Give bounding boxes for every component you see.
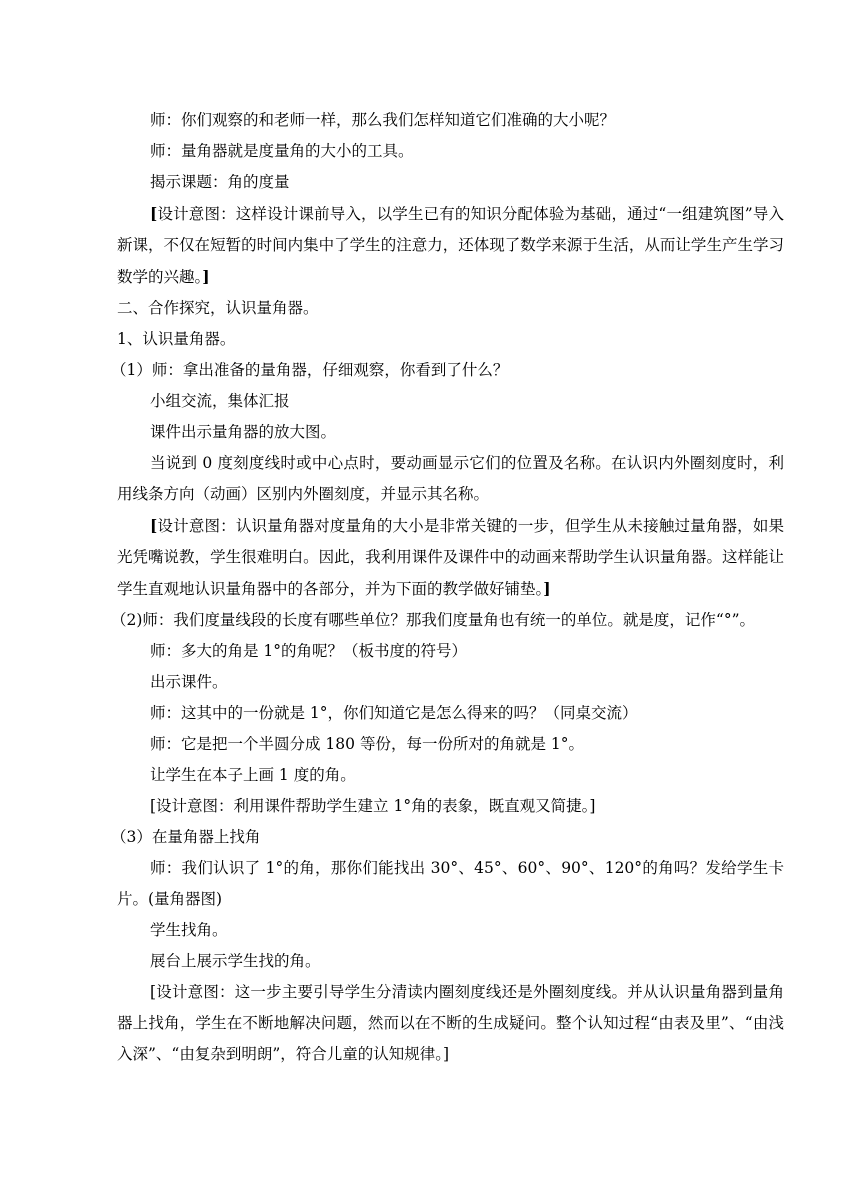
paragraph	[117, 386, 784, 417]
paragraph	[117, 324, 784, 355]
paragraph	[111, 822, 784, 853]
paragraph-text: 学生找角。	[150, 921, 228, 939]
paragraph-text: 揭示课题：角的度量	[150, 173, 290, 191]
paragraph-text: （1）师：拿出准备的量角器，仔细观察，你看到了什么？	[111, 361, 509, 379]
paragraph	[117, 636, 784, 667]
paragraph-text: [设计意图：利用课件帮助学生建立 1°角的表象，既直观又简捷。]	[150, 797, 596, 815]
paragraph-text: 师：它是把一个半圆分成 180 等份，每一份所对的角就是 1°。	[150, 735, 584, 753]
paragraph	[117, 448, 784, 510]
paragraph-text: 让学生在本子上画 1 度的角。	[150, 766, 356, 784]
paragraph	[117, 760, 784, 791]
paragraph	[117, 853, 784, 915]
paragraph-text: 师：多大的角是 1°的角呢？（板书度的符号）	[150, 642, 468, 660]
paragraph	[117, 791, 784, 822]
paragraph-text: 1、认识量角器。	[117, 330, 236, 348]
bracket-mark: ]	[202, 267, 210, 286]
paragraph	[117, 667, 784, 698]
document-body	[111, 105, 784, 1070]
paragraph	[117, 417, 784, 448]
paragraph-text: 小组交流，集体汇报	[150, 392, 290, 410]
paragraph-text: [设计意图：这一步主要引导学生分清读内圈刻度线还是外圈刻度线。并从认识量角器到量角器上找角，学生在不断地解决问题，然而以在不断的生成疑问。整个认知过程“由表及里”、“由浅入深”、“由复杂到明朗”，符合儿童的认知规律。]	[117, 983, 784, 1063]
paragraph-text: 课件出示量角器的放大图。	[150, 423, 337, 441]
paragraph	[117, 698, 784, 729]
paragraph	[117, 136, 784, 167]
paragraph-text: 当说到 0 度刻度线时或中心点时，要动画显示它们的位置及名称。在认识内外圈刻度时，利用线条方向（动画）区别内外圈刻度，并显示其名称。	[117, 454, 784, 503]
paragraph	[117, 105, 784, 136]
paragraph	[117, 167, 784, 198]
paragraph	[117, 293, 784, 324]
paragraph	[117, 198, 784, 293]
paragraph-text: 师：你们观察的和老师一样，那么我们怎样知道它们准确的大小呢？	[150, 111, 616, 129]
paragraph-text: 设计意图：这样设计课前导入，以学生已有的知识分配体验为基础，通过“一组建筑图”导入新课，不仅在短暂的时间内集中了学生的注意力，还体现了数学来源于生活，从而让学生产生学习数学的兴趣。	[117, 205, 784, 286]
paragraph	[111, 605, 784, 636]
paragraph-text: （3）在量角器上找角	[111, 828, 261, 846]
paragraph-text: 设计意图：认识量角器对度量角的大小是非常关键的一步，但学生从未接触过量角器，如果光凭嘴说教，学生很难明白。因此，我利用课件及课件中的动画来帮助学生认识量角器。这样能让学生直观地认识量角器中的各部分，并为下面的教学做好铺垫。	[117, 517, 784, 598]
paragraph	[111, 355, 784, 386]
paragraph	[117, 946, 784, 977]
bracket-mark: [	[150, 204, 158, 223]
paragraph	[117, 915, 784, 946]
paragraph	[117, 510, 784, 605]
paragraph-text: 出示课件。	[150, 673, 228, 691]
bracket-mark: [	[150, 516, 158, 535]
paragraph-text: 师：这其中的一份就是 1°，你们知道它是怎么得来的吗？（同桌交流）	[150, 704, 638, 722]
paragraph-text: 师：量角器就是度量角的大小的工具。	[150, 142, 414, 160]
bracket-mark: ]	[543, 579, 551, 598]
paragraph-text: 展台上展示学生找的角。	[150, 952, 321, 970]
paragraph-text: 二、合作探究，认识量角器。	[117, 299, 319, 317]
paragraph-text: （2)师：我们度量线段的长度有哪些单位？那我们度量角也有统一的单位。就是度，记作“°”。	[111, 611, 756, 629]
paragraph-text: 师：我们认识了 1°的角，那你们能找出 30°、45°、60°、90°、120°的角吗？发给学生卡片。(量角器图)	[117, 859, 784, 908]
paragraph	[117, 729, 784, 760]
paragraph	[117, 977, 784, 1070]
